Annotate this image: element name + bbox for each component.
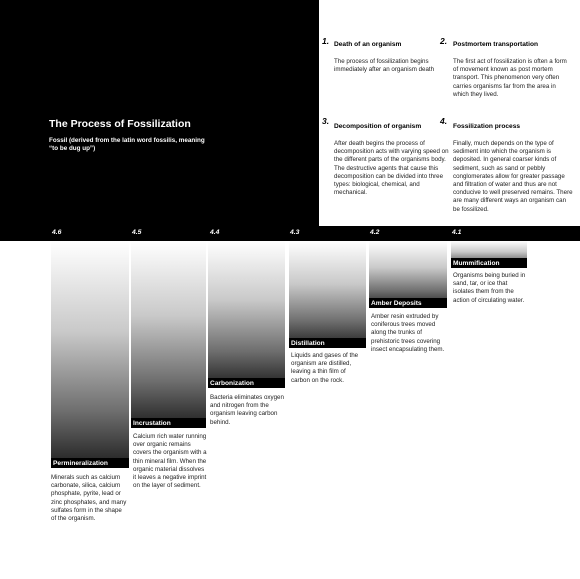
mummification-bar bbox=[451, 241, 527, 268]
step-4-number: 4. bbox=[440, 116, 448, 126]
step-4-title: Fossilization process bbox=[453, 123, 521, 130]
distillation-description: Liquids and gases of the organism are distilled, leaving a thin film of carbon on the rock. bbox=[291, 352, 359, 384]
column-number-4-3: 4.3 bbox=[290, 229, 300, 236]
carbonization-description: Bacteria eliminates oxygen and nitrogen from the organism leaving carbon behind. bbox=[210, 394, 284, 426]
column-number-4-4: 4.4 bbox=[210, 229, 220, 236]
column-number-4-5: 4.5 bbox=[132, 229, 142, 236]
amber-deposits-description: Amber resin extruded by coniferous trees moved along the trunks of prehistoric trees covering insect encapsulating them. bbox=[371, 313, 445, 353]
step-1-number: 1. bbox=[322, 36, 330, 46]
step-1-title: Death of an organism bbox=[334, 41, 402, 48]
page-title: The Process of Fossilization bbox=[49, 118, 191, 130]
amber-deposits-label: Amber Deposits bbox=[369, 298, 447, 308]
step-4-body: Finally, much depends on the type of sediment into which the organism is deposited. In general coarser kinds of sediment, such as sand or pebbly conglomerates allow for greater passage and filtration of water and thus are not conducive to well preserved remains. There are many different ways an organism can be fossilized. bbox=[453, 140, 573, 213]
step-2-number: 2. bbox=[440, 36, 448, 46]
step-3-body: After death begins the process of decomposition acts with varying speed on the different parts of the organisms body. The destructive agents that cause this decomposition can be divided into three types: biological, chemical, and mechanical. bbox=[334, 140, 449, 197]
step-3-title: Decomposition of organism bbox=[334, 123, 422, 130]
permineralization-description: Minerals such as calcium carbonate, silica, calcium phosphate, pyrite, lead or zinc phosphates, and many sulfates form in the shape of the organism. bbox=[51, 474, 127, 523]
incrustation-label: Incrustation bbox=[131, 418, 206, 428]
mummification-description: Organisms being buried in sand, tar, or ice that isolates them from the action of circulating water. bbox=[453, 272, 526, 304]
step-2-body: The first act of fossilization is often a form of movement known as post mortem transport. This phenomenon very often carries organisms far from the area in which they lived. bbox=[453, 58, 567, 98]
amber-deposits-bar bbox=[369, 241, 447, 308]
carbonization-bar bbox=[208, 241, 285, 388]
distillation-bar bbox=[289, 241, 366, 348]
column-number-4-2: 4.2 bbox=[370, 229, 380, 236]
page-subtitle: Fossil (derived from the latin word fossilis, meaning “to be dug up”) bbox=[49, 137, 205, 152]
permineralization-bar bbox=[51, 241, 129, 468]
step-3-number: 3. bbox=[322, 116, 330, 126]
incrustation-description: Calcium rich water running over organic remains covers the organism with a thin mineral film. When the organic material dissolves it leaves a negative imprint on the layer of sediment. bbox=[133, 433, 207, 490]
column-number-4-1: 4.1 bbox=[452, 229, 462, 236]
carbonization-label: Carbonization bbox=[208, 378, 285, 388]
step-2-title: Postmortem transportation bbox=[453, 41, 538, 48]
column-number-4-6: 4.6 bbox=[52, 229, 62, 236]
incrustation-bar bbox=[131, 241, 206, 428]
mummification-label: Mummification bbox=[451, 258, 527, 268]
permineralization-label: Permineralization bbox=[51, 458, 129, 468]
step-1-body: The process of fossilization begins immediately after an organism death bbox=[334, 58, 435, 74]
distillation-label: Distillation bbox=[289, 338, 366, 348]
